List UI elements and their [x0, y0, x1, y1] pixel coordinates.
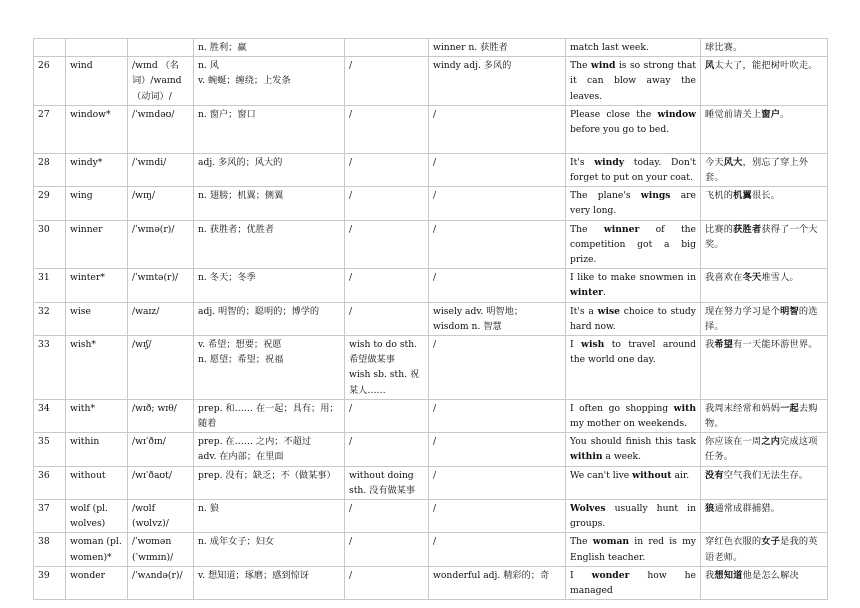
entry-word: wish*: [66, 336, 128, 400]
meaning-line: n. 窗户；窗口: [198, 108, 256, 120]
translation-run: 睡觉前请关上: [705, 108, 762, 120]
entry-phrases: [345, 187, 429, 220]
entry-example-chinese: [701, 187, 828, 220]
entry-example-chinese: [701, 433, 828, 466]
table-row: [34, 269, 828, 302]
derivative-line: /: [433, 223, 437, 235]
entry-derivatives: [429, 153, 566, 186]
translation-run: 之内: [761, 436, 781, 448]
entry-word: windy*: [66, 153, 128, 186]
example-run: today. Don't forget to put on your coat.: [570, 156, 696, 184]
entry-derivatives: [429, 105, 566, 153]
entry-number: 38: [34, 533, 66, 566]
entry-derivatives: [429, 466, 566, 499]
example-run: to travel around the world one day.: [570, 339, 696, 366]
entry-example-chinese: [701, 39, 828, 57]
entry-number: 37: [34, 500, 66, 533]
entry-pronunciation: [128, 566, 194, 599]
phrase-line: /: [349, 305, 353, 317]
entry-example-english: [566, 399, 701, 432]
table-row: [34, 57, 828, 106]
example-run: match last week.: [570, 42, 649, 53]
entry-example-chinese: [701, 105, 828, 153]
entry-derivatives: [429, 566, 566, 599]
entry-part-of-speech: [194, 336, 345, 400]
entry-example-english: [566, 57, 701, 106]
translation-run: 你应该在一周: [705, 436, 762, 448]
entry-phrases: [345, 39, 429, 57]
example-run: a week.: [602, 451, 642, 463]
entry-pronunciation: [128, 466, 194, 499]
translation-run: 有一天能环游世界。: [733, 339, 818, 351]
example-run: We can't live: [570, 469, 633, 481]
pronunciation-text: /ˈwɪnə(r)/: [132, 223, 175, 235]
translation-run: 风: [705, 60, 715, 72]
entry-pronunciation: [128, 533, 194, 566]
entry-word: within: [66, 433, 128, 466]
table-row: [34, 533, 828, 566]
phrase-line: /: [349, 190, 353, 202]
example-run: Please close the: [570, 108, 658, 120]
translation-run: 他是怎么解决: [742, 569, 799, 581]
translation-run: 。: [780, 108, 790, 120]
pronunciation-text: /wɪˈðaʊt/: [132, 469, 172, 481]
translation-run: 狼: [705, 503, 715, 515]
example-run: wish: [581, 339, 605, 351]
translation-run: 空气我们无法生存。: [723, 469, 809, 481]
entry-number: 28: [34, 153, 66, 186]
derivative-line: wonderful adj. 精彩的；奇: [433, 569, 550, 581]
entry-example-chinese: [701, 466, 828, 499]
pronunciation-text: /wɪð; wɪθ/: [132, 402, 177, 414]
entry-derivatives: [429, 269, 566, 302]
derivative-line: wisdom n. 智慧: [433, 320, 502, 332]
translation-run: 女子: [761, 536, 781, 548]
entry-phrases: [345, 153, 429, 186]
entry-phrases: [345, 533, 429, 566]
entry-derivatives: [429, 336, 566, 400]
entry-derivatives: [429, 57, 566, 106]
meaning-line: n. 愿望；希望；祝福: [198, 354, 284, 366]
translation-run: 通常成群捕猎。: [714, 503, 781, 515]
example-run: my mother on weekends.: [570, 418, 687, 430]
entry-pronunciation: [128, 105, 194, 153]
entry-word: woman (pl. women)*: [66, 533, 128, 566]
entry-example-chinese: [701, 500, 828, 533]
entry-part-of-speech: [194, 302, 345, 335]
translation-run: 我喜欢在: [705, 272, 743, 284]
entry-phrases: [345, 105, 429, 153]
derivative-line: winner n. 获胜者: [433, 42, 508, 53]
entry-pronunciation: [128, 153, 194, 186]
entry-pronunciation: [128, 220, 194, 269]
translation-run: 机翼: [733, 190, 752, 202]
pronunciation-text: /wʊlf (wʊlvz)/: [132, 503, 169, 530]
entry-number: 29: [34, 187, 66, 220]
entry-example-chinese: [701, 399, 828, 432]
example-run: Wolves: [570, 503, 606, 515]
entry-phrases: [345, 399, 429, 432]
derivative-line: /: [433, 272, 437, 284]
entry-number: 31: [34, 269, 66, 302]
entry-pronunciation: [128, 433, 194, 466]
entry-example-chinese: [701, 533, 828, 566]
entry-word: wolf (pl. wolves): [66, 500, 128, 533]
translation-run: 比赛的: [705, 223, 734, 235]
entry-example-english: [566, 500, 701, 533]
translation-run: 冬天: [742, 272, 762, 284]
translation-run: 我: [705, 569, 715, 581]
entry-pronunciation: [128, 302, 194, 335]
translation-run: 希望: [714, 339, 734, 351]
entry-word: wise: [66, 302, 128, 335]
table-row: [34, 500, 828, 533]
entry-pronunciation: [128, 269, 194, 302]
entry-example-english: [566, 105, 701, 153]
example-run: The: [570, 223, 604, 235]
example-run: I: [570, 339, 582, 351]
translation-run: 获得了一个大奖。: [705, 223, 818, 250]
translation-run: 很长。: [751, 190, 781, 202]
meaning-line: prep. 在…… 之内；不超过: [198, 436, 312, 448]
meaning-line: n. 成年女子；妇女: [198, 536, 275, 548]
entry-word: without: [66, 466, 128, 499]
pronunciation-text: /ˈwɪndi/: [132, 156, 167, 168]
translation-run: 堆雪人。: [761, 272, 799, 284]
entry-number: 30: [34, 220, 66, 269]
entry-phrases: [345, 466, 429, 499]
entry-number: 34: [34, 399, 66, 432]
example-run: wind: [590, 60, 616, 72]
example-run: wings: [640, 190, 671, 202]
translation-run: 我: [705, 339, 715, 351]
translation-run: ，别忘了穿上外套。: [705, 156, 809, 184]
meaning-line: adv. 在内部；在里面: [198, 451, 284, 463]
entry-number: 39: [34, 566, 66, 599]
translation-run: 飞机的: [705, 190, 734, 202]
entry-number: 32: [34, 302, 66, 335]
translation-run: 的选择。: [705, 305, 818, 332]
entry-number: [34, 39, 66, 57]
translation-run: 穿红色衣服的: [705, 536, 762, 548]
meaning-line: n. 胜利；赢: [198, 42, 247, 53]
meaning-line: adj. 多风的；风大的: [198, 156, 283, 168]
example-run: The: [570, 536, 593, 548]
example-run: window: [657, 108, 696, 120]
example-run: is so strong that it can blow away the leaves.: [570, 60, 696, 102]
example-run: The: [570, 60, 591, 72]
entry-part-of-speech: [194, 466, 345, 499]
example-run: air.: [671, 469, 690, 481]
example-run: are very long.: [570, 190, 696, 217]
translation-run: 去购物。: [705, 402, 818, 430]
table-row: [34, 220, 828, 269]
entry-example-english: [566, 153, 701, 186]
table-row: [34, 466, 828, 499]
example-run: winner: [603, 223, 640, 235]
translation-run: 是我的英语老师。: [705, 536, 818, 563]
derivative-line: /: [433, 536, 437, 548]
pronunciation-text: /wɪʃ/: [132, 339, 152, 351]
derivative-line: windy adj. 多风的: [433, 60, 512, 72]
entry-part-of-speech: [194, 153, 345, 186]
entry-word: wind: [66, 57, 128, 106]
entry-part-of-speech: [194, 105, 345, 153]
entry-part-of-speech: [194, 269, 345, 302]
entry-word: with*: [66, 399, 128, 432]
translation-run: 现在努力学习是个: [705, 305, 781, 317]
entry-phrases: [345, 220, 429, 269]
entry-phrases: [345, 500, 429, 533]
example-run: choice to study hard now.: [570, 305, 696, 332]
example-run: within: [570, 451, 603, 463]
vocabulary-table: [33, 38, 827, 600]
example-run: woman: [592, 536, 630, 548]
entry-derivatives: [429, 533, 566, 566]
entry-pronunciation: [128, 336, 194, 400]
example-run: without: [632, 469, 672, 481]
pronunciation-text: /wɪˈðɪn/: [132, 436, 166, 448]
phrase-line: /: [349, 569, 353, 581]
entry-pronunciation: [128, 57, 194, 106]
entry-part-of-speech: [194, 433, 345, 466]
table-row: [34, 399, 828, 432]
phrase-line: /: [349, 108, 353, 120]
entry-part-of-speech: [194, 39, 345, 57]
meaning-line: v. 想知道；琢磨；感到惊讶: [198, 569, 310, 581]
entry-example-english: [566, 269, 701, 302]
entry-example-english: [566, 302, 701, 335]
translation-run: 我周末经常和妈妈: [705, 402, 781, 414]
entry-example-chinese: [701, 269, 828, 302]
entry-phrases: [345, 269, 429, 302]
entry-example-english: [566, 39, 701, 57]
translation-run: 球比赛。: [705, 42, 743, 53]
table-row: [34, 39, 828, 57]
pronunciation-text: /ˈwʊmən (ˈwɪmɪn)/: [132, 536, 174, 563]
entry-part-of-speech: [194, 57, 345, 106]
entry-number: 35: [34, 433, 66, 466]
phrase-line: wish to do sth. 希望做某事: [349, 339, 418, 366]
entry-example-english: [566, 466, 701, 499]
entry-part-of-speech: [194, 533, 345, 566]
phrase-line: wish sb. sth. 祝某人……: [349, 369, 420, 396]
example-run: The plane's: [570, 190, 641, 202]
example-run: It's: [570, 156, 595, 168]
translation-run: 今天: [705, 156, 724, 168]
meaning-line: n. 获胜者；优胜者: [198, 223, 275, 235]
table-row: [34, 105, 828, 153]
phrase-line: /: [349, 536, 353, 548]
example-run: usually hunt in groups.: [570, 503, 696, 530]
derivative-line: /: [433, 156, 437, 168]
entry-example-english: [566, 533, 701, 566]
phrase-line: /: [349, 60, 353, 72]
meaning-line: n. 风: [198, 60, 219, 72]
entry-example-english: [566, 187, 701, 220]
example-run: with: [673, 402, 696, 414]
table-row: [34, 153, 828, 186]
phrase-line: /: [349, 503, 353, 515]
entry-phrases: [345, 57, 429, 106]
entry-number: 26: [34, 57, 66, 106]
entry-example-english: [566, 336, 701, 400]
entry-word: winner: [66, 220, 128, 269]
translation-run: 太大了，能把树叶吹走。: [714, 60, 818, 72]
table-row: [34, 302, 828, 335]
entry-word: wonder: [66, 566, 128, 599]
entry-pronunciation: [128, 39, 194, 57]
entry-example-english: [566, 220, 701, 269]
example-run: how he managed: [570, 569, 696, 597]
table-row: [34, 187, 828, 220]
translation-run: 风大: [723, 156, 743, 168]
entry-part-of-speech: [194, 500, 345, 533]
meaning-line: prep. 没有；缺乏；不（做某事）: [198, 469, 336, 481]
derivative-line: /: [433, 503, 437, 515]
example-run: wonder: [591, 569, 630, 581]
entry-example-chinese: [701, 566, 828, 599]
entry-pronunciation: [128, 500, 194, 533]
entry-phrases: [345, 433, 429, 466]
entry-example-chinese: [701, 336, 828, 400]
pronunciation-text: /wɪnd （名词）/waɪnd（动词）/: [132, 60, 182, 102]
meaning-line: n. 翅膀；机翼；侧翼: [198, 190, 284, 202]
entry-part-of-speech: [194, 399, 345, 432]
pronunciation-text: /ˈwʌndə(r)/: [132, 569, 183, 581]
entry-example-chinese: [701, 153, 828, 186]
entry-example-english: [566, 566, 701, 599]
example-run: I: [570, 569, 592, 581]
meaning-line: n. 狼: [198, 503, 219, 515]
example-run: You should finish this task: [570, 436, 696, 448]
table-row: [34, 566, 828, 599]
entry-pronunciation: [128, 399, 194, 432]
entry-number: 33: [34, 336, 66, 400]
example-run: I like to make snowmen in: [570, 272, 696, 284]
phrase-line: /: [349, 402, 353, 414]
pronunciation-text: /wɪŋ/: [132, 190, 155, 202]
entry-phrases: [345, 566, 429, 599]
example-run: winter: [570, 287, 604, 299]
derivative-line: /: [433, 108, 437, 120]
entry-derivatives: [429, 187, 566, 220]
derivative-line: /: [433, 190, 437, 202]
example-run: in red is my English teacher.: [570, 536, 696, 563]
meaning-line: v. 蜿蜒；缠绕；上发条: [198, 75, 291, 87]
meaning-line: v. 希望；想要；祝愿: [198, 339, 282, 351]
meaning-line: adj. 明智的；聪明的；博学的: [198, 305, 320, 317]
phrase-line: /: [349, 272, 353, 284]
example-run: I often go shopping: [570, 402, 674, 414]
meaning-line: prep. 和…… 在一起；具有；用；随着: [198, 402, 339, 430]
entry-derivatives: [429, 500, 566, 533]
entry-word: [66, 39, 128, 57]
example-run: .: [603, 287, 606, 299]
entry-derivatives: [429, 433, 566, 466]
translation-run: 完成这项任务。: [705, 436, 818, 463]
pronunciation-text: /ˈwɪntə(r)/: [132, 272, 179, 284]
example-run: wise: [597, 305, 620, 317]
entry-word: wing: [66, 187, 128, 220]
example-run: of the competition got a big prize.: [570, 223, 696, 266]
phrase-line: /: [349, 156, 353, 168]
entry-word: winter*: [66, 269, 128, 302]
translation-run: 明智: [780, 305, 799, 317]
translation-run: 一起: [780, 402, 799, 414]
entry-part-of-speech: [194, 187, 345, 220]
entry-derivatives: [429, 399, 566, 432]
entry-example-chinese: [701, 57, 828, 106]
entry-pronunciation: [128, 187, 194, 220]
pronunciation-text: /ˈwɪndəʊ/: [132, 108, 175, 120]
entry-word: window*: [66, 105, 128, 153]
entry-example-chinese: [701, 220, 828, 269]
derivative-line: /: [433, 436, 437, 448]
meaning-line: n. 冬天；冬季: [198, 272, 256, 284]
table-row: [34, 433, 828, 466]
entry-phrases: [345, 302, 429, 335]
entry-phrases: [345, 336, 429, 400]
pronunciation-text: /waɪz/: [132, 305, 160, 317]
example-run: windy: [594, 156, 625, 168]
derivative-line: /: [433, 339, 437, 351]
translation-run: 获胜者: [733, 223, 762, 235]
translation-run: 想知道: [714, 569, 743, 581]
entry-part-of-speech: [194, 220, 345, 269]
entry-derivatives: [429, 39, 566, 57]
table-row: [34, 336, 828, 400]
entry-part-of-speech: [194, 566, 345, 599]
example-run: It's a: [570, 305, 598, 317]
entry-number: 27: [34, 105, 66, 153]
derivative-line: wisely adv. 明智地；: [433, 305, 524, 317]
entry-number: 36: [34, 466, 66, 499]
entry-example-chinese: [701, 302, 828, 335]
entry-example-english: [566, 433, 701, 466]
translation-run: 没有: [705, 469, 724, 481]
derivative-line: /: [433, 469, 437, 481]
phrase-line: without doing sth. 没有做某事: [349, 469, 416, 496]
phrase-line: /: [349, 436, 353, 448]
entry-derivatives: [429, 302, 566, 335]
example-run: before you go to bed.: [570, 124, 670, 136]
entry-derivatives: [429, 220, 566, 269]
translation-run: 窗户: [761, 108, 781, 120]
phrase-line: /: [349, 223, 353, 235]
derivative-line: /: [433, 402, 437, 414]
